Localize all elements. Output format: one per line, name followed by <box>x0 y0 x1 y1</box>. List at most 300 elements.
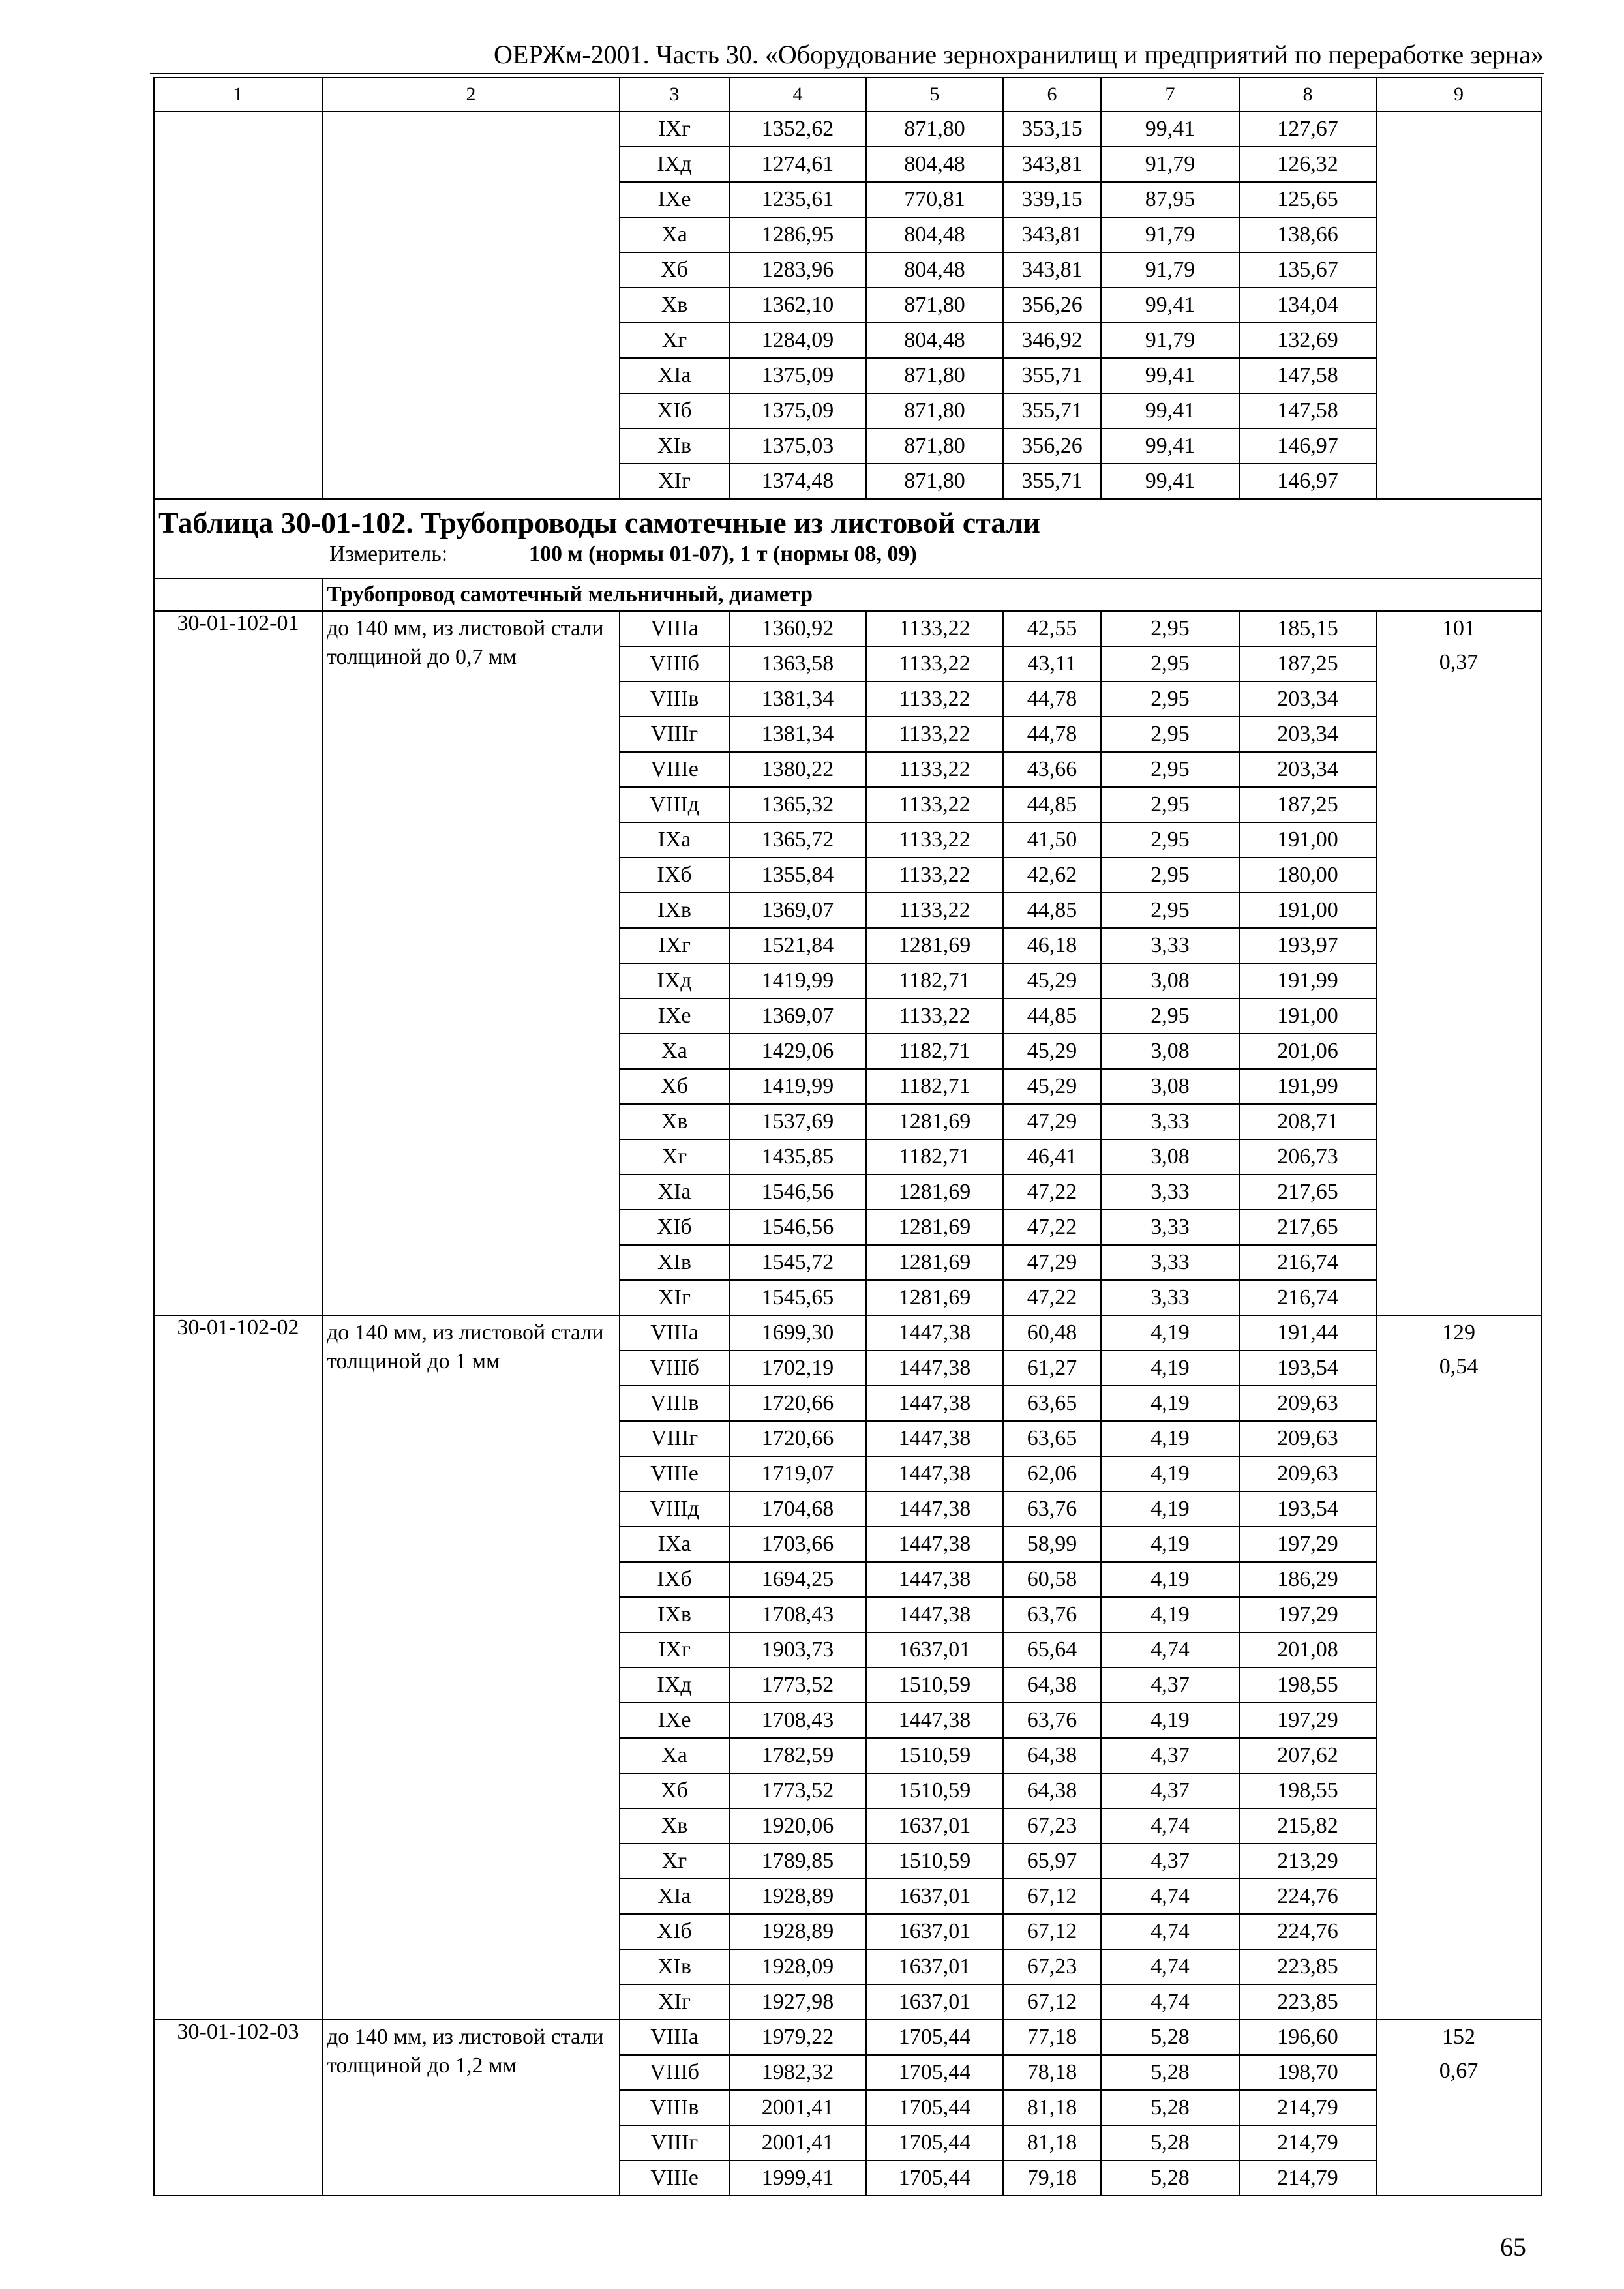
column-number: 2 <box>322 78 620 112</box>
direct-cost: 1999,41 <box>729 2161 866 2196</box>
material-cost: 127,67 <box>1239 112 1376 147</box>
material-cost: 224,76 <box>1239 1914 1376 1949</box>
material-cost: 198,70 <box>1239 2055 1376 2090</box>
table-title-cell <box>154 499 1541 578</box>
wage-cost: 339,15 <box>1003 182 1101 217</box>
table-row <box>154 2020 1541 2055</box>
machinist-wage: 2,95 <box>1101 893 1239 928</box>
equipment-cost: 1705,44 <box>866 2090 1003 2125</box>
wage-cost: 47,29 <box>1003 1245 1101 1280</box>
wage-cost: 47,22 <box>1003 1280 1101 1315</box>
direct-cost: 1369,07 <box>729 893 866 928</box>
resource-class: XIб <box>620 1914 729 1949</box>
table-body <box>154 78 1541 2196</box>
direct-cost: 1429,06 <box>729 1034 866 1069</box>
equipment-cost: 1447,38 <box>866 1597 1003 1632</box>
machinist-wage: 3,33 <box>1101 1280 1239 1315</box>
machinist-wage: 4,74 <box>1101 1984 1239 2020</box>
machinist-wage: 4,37 <box>1101 1738 1239 1773</box>
resource-class: IXа <box>620 1527 729 1562</box>
wage-cost: 343,81 <box>1003 217 1101 252</box>
resource-class: VIIIб <box>620 646 729 681</box>
resource-class: IXд <box>620 1668 729 1703</box>
machinist-wage: 2,95 <box>1101 611 1239 646</box>
resource-class: IXг <box>620 1632 729 1668</box>
direct-cost: 1537,69 <box>729 1104 866 1139</box>
machinist-wage: 3,08 <box>1101 963 1239 998</box>
machinist-wage: 4,19 <box>1101 1527 1239 1562</box>
material-cost: 209,63 <box>1239 1456 1376 1491</box>
resource-class: Xв <box>620 1808 729 1844</box>
direct-cost: 1284,09 <box>729 323 866 358</box>
equipment-cost: 1133,22 <box>866 822 1003 858</box>
equipment-cost: 1637,01 <box>866 1914 1003 1949</box>
machinist-wage: 99,41 <box>1101 112 1239 147</box>
resource-class: VIIIг <box>620 2125 729 2161</box>
material-cost: 147,58 <box>1239 393 1376 428</box>
wage-cost: 45,29 <box>1003 963 1101 998</box>
wage-cost: 63,65 <box>1003 1421 1101 1456</box>
wage-cost: 44,85 <box>1003 787 1101 822</box>
machinist-wage: 4,74 <box>1101 1879 1239 1914</box>
direct-cost: 1375,09 <box>729 393 866 428</box>
equipment-cost: 1705,44 <box>866 2161 1003 2196</box>
machinist-wage: 4,19 <box>1101 1703 1239 1738</box>
table-title-row <box>154 499 1541 578</box>
equipment-cost: 1637,01 <box>866 1984 1003 2020</box>
machinist-wage: 2,95 <box>1101 681 1239 717</box>
material-cost: 198,55 <box>1239 1773 1376 1808</box>
resource-class: Xб <box>620 252 729 288</box>
direct-cost: 1365,32 <box>729 787 866 822</box>
direct-cost: 1546,56 <box>729 1210 866 1245</box>
direct-cost: 1720,66 <box>729 1386 866 1421</box>
machinist-wage: 2,95 <box>1101 787 1239 822</box>
equipment-cost: 1510,59 <box>866 1773 1003 1808</box>
norm-description: до 140 мм, из листовой стали толщиной до 0,7 мм <box>322 611 620 1315</box>
wage-cost: 64,38 <box>1003 1738 1101 1773</box>
material-cost: 213,29 <box>1239 1844 1376 1879</box>
machinist-wage: 4,19 <box>1101 1386 1239 1421</box>
machinist-wage: 4,37 <box>1101 1668 1239 1703</box>
equipment-cost: 1447,38 <box>866 1491 1003 1527</box>
material-cost: 201,08 <box>1239 1632 1376 1668</box>
material-cost: 193,97 <box>1239 928 1376 963</box>
resource-class: XIа <box>620 1879 729 1914</box>
norm-code: 30-01-102-03 <box>154 2020 322 2196</box>
resource-class: VIIIб <box>620 1351 729 1386</box>
machinist-wage: 99,41 <box>1101 393 1239 428</box>
column-number: 8 <box>1239 78 1376 112</box>
wage-cost: 355,71 <box>1003 393 1101 428</box>
table-title: Таблица 30-01-102. Трубопроводы самотечные из листовой стали <box>158 506 1040 539</box>
direct-cost: 1782,59 <box>729 1738 866 1773</box>
wage-cost: 67,23 <box>1003 1808 1101 1844</box>
direct-cost: 1355,84 <box>729 858 866 893</box>
wage-cost: 45,29 <box>1003 1034 1101 1069</box>
machinist-wage: 99,41 <box>1101 464 1239 499</box>
wage-cost: 355,71 <box>1003 464 1101 499</box>
resource-class: Xа <box>620 1034 729 1069</box>
resource-class: VIIIг <box>620 717 729 752</box>
direct-cost: 1699,30 <box>729 1315 866 1351</box>
material-cost: 196,60 <box>1239 2020 1376 2055</box>
material-cost: 126,32 <box>1239 147 1376 182</box>
equipment-cost: 1510,59 <box>866 1844 1003 1879</box>
direct-cost: 1362,10 <box>729 288 866 323</box>
resource-class: VIIIд <box>620 787 729 822</box>
direct-cost: 1435,85 <box>729 1139 866 1174</box>
material-cost: 193,54 <box>1239 1351 1376 1386</box>
machinist-wage: 2,95 <box>1101 858 1239 893</box>
material-cost: 217,65 <box>1239 1210 1376 1245</box>
machinist-wage: 2,95 <box>1101 717 1239 752</box>
column-number: 7 <box>1101 78 1239 112</box>
wage-cost: 60,48 <box>1003 1315 1101 1351</box>
equipment-cost: 1447,38 <box>866 1703 1003 1738</box>
wage-cost: 353,15 <box>1003 112 1101 147</box>
equipment-cost: 1637,01 <box>866 1632 1003 1668</box>
resource-class: VIIIа <box>620 1315 729 1351</box>
wage-cost: 62,06 <box>1003 1456 1101 1491</box>
equipment-cost: 1705,44 <box>866 2125 1003 2161</box>
equipment-cost: 1510,59 <box>866 1738 1003 1773</box>
direct-cost: 1419,99 <box>729 1069 866 1104</box>
machinist-wage: 5,28 <box>1101 2125 1239 2161</box>
wage-cost: 79,18 <box>1003 2161 1101 2196</box>
column-number: 1 <box>154 78 322 112</box>
wage-cost: 81,18 <box>1003 2125 1101 2161</box>
resource-class: IXе <box>620 1703 729 1738</box>
equipment-cost: 871,80 <box>866 358 1003 393</box>
equipment-cost: 1447,38 <box>866 1386 1003 1421</box>
material-cost: 185,15 <box>1239 611 1376 646</box>
equipment-mass-per-unit: 0,37 <box>1439 650 1479 674</box>
page-number: 65 <box>1500 2232 1526 2262</box>
wage-cost: 64,38 <box>1003 1668 1101 1703</box>
resource-class: IXв <box>620 893 729 928</box>
direct-cost: 1365,72 <box>729 822 866 858</box>
machinist-wage: 5,28 <box>1101 2055 1239 2090</box>
direct-cost: 1982,32 <box>729 2055 866 2090</box>
resource-class: XIб <box>620 1210 729 1245</box>
material-cost: 191,00 <box>1239 822 1376 858</box>
material-cost: 214,79 <box>1239 2161 1376 2196</box>
resource-class: XIв <box>620 1949 729 1984</box>
direct-cost: 1789,85 <box>729 1844 866 1879</box>
resource-class: XIб <box>620 393 729 428</box>
resource-class: IXг <box>620 112 729 147</box>
table-row <box>154 1315 1541 1351</box>
meter-line <box>158 541 1537 567</box>
equipment-mass: 101 <box>1442 616 1475 640</box>
direct-cost: 1360,92 <box>729 611 866 646</box>
direct-cost: 1773,52 <box>729 1668 866 1703</box>
machinist-wage: 91,79 <box>1101 147 1239 182</box>
equipment-cost: 1182,71 <box>866 1139 1003 1174</box>
direct-cost: 1363,58 <box>729 646 866 681</box>
wage-cost: 47,29 <box>1003 1104 1101 1139</box>
machinist-wage: 3,08 <box>1101 1034 1239 1069</box>
equipment-cost: 1447,38 <box>866 1562 1003 1597</box>
direct-cost: 1720,66 <box>729 1421 866 1456</box>
equipment-cost: 1133,22 <box>866 611 1003 646</box>
material-cost: 132,69 <box>1239 323 1376 358</box>
direct-cost: 1719,07 <box>729 1456 866 1491</box>
wage-cost: 77,18 <box>1003 2020 1101 2055</box>
machinist-wage: 4,74 <box>1101 1808 1239 1844</box>
direct-cost: 1928,89 <box>729 1914 866 1949</box>
equipment-cost: 871,80 <box>866 393 1003 428</box>
header-rule <box>150 73 1544 74</box>
resource-class: XIв <box>620 1245 729 1280</box>
equipment-cost: 1281,69 <box>866 928 1003 963</box>
resource-class: VIIIе <box>620 2161 729 2196</box>
resource-class: IXе <box>620 182 729 217</box>
mass-cell <box>1376 611 1541 1315</box>
direct-cost: 1979,22 <box>729 2020 866 2055</box>
wage-cost: 44,85 <box>1003 893 1101 928</box>
equipment-cost: 1182,71 <box>866 963 1003 998</box>
wage-cost: 64,38 <box>1003 1773 1101 1808</box>
direct-cost: 1380,22 <box>729 752 866 787</box>
direct-cost: 1928,89 <box>729 1879 866 1914</box>
equipment-cost: 871,80 <box>866 464 1003 499</box>
resource-class: IXд <box>620 963 729 998</box>
direct-cost: 1694,25 <box>729 1562 866 1597</box>
mass-cell <box>1376 2020 1541 2196</box>
resource-class: Xа <box>620 217 729 252</box>
material-cost: 197,29 <box>1239 1527 1376 1562</box>
wage-cost: 47,22 <box>1003 1174 1101 1210</box>
equipment-cost: 1281,69 <box>866 1210 1003 1245</box>
machinist-wage: 99,41 <box>1101 358 1239 393</box>
material-cost: 203,34 <box>1239 681 1376 717</box>
wage-cost: 67,12 <box>1003 1879 1101 1914</box>
material-cost: 125,65 <box>1239 182 1376 217</box>
material-cost: 187,25 <box>1239 646 1376 681</box>
resource-class: XIа <box>620 358 729 393</box>
equipment-cost: 1133,22 <box>866 858 1003 893</box>
equipment-cost: 871,80 <box>866 112 1003 147</box>
direct-cost: 1928,09 <box>729 1949 866 1984</box>
norm-description: до 140 мм, из листовой стали толщиной до 1,2 мм <box>322 2020 620 2196</box>
material-cost: 207,62 <box>1239 1738 1376 1773</box>
equipment-cost: 1447,38 <box>866 1315 1003 1351</box>
machinist-wage: 99,41 <box>1101 288 1239 323</box>
equipment-cost: 871,80 <box>866 288 1003 323</box>
direct-cost: 1708,43 <box>729 1703 866 1738</box>
machinist-wage: 4,19 <box>1101 1456 1239 1491</box>
machinist-wage: 3,08 <box>1101 1069 1239 1104</box>
equipment-cost: 770,81 <box>866 182 1003 217</box>
table-row <box>154 611 1541 646</box>
direct-cost: 1381,34 <box>729 681 866 717</box>
material-cost: 191,44 <box>1239 1315 1376 1351</box>
equipment-cost: 804,48 <box>866 147 1003 182</box>
material-cost: 193,54 <box>1239 1491 1376 1527</box>
direct-cost: 1927,98 <box>729 1984 866 2020</box>
equipment-mass-per-unit: 0,54 <box>1439 1354 1479 1379</box>
material-cost: 223,85 <box>1239 1949 1376 1984</box>
direct-cost: 2001,41 <box>729 2125 866 2161</box>
wage-cost: 346,92 <box>1003 323 1101 358</box>
resource-class: Xб <box>620 1773 729 1808</box>
equipment-cost: 1133,22 <box>866 787 1003 822</box>
wage-cost: 43,66 <box>1003 752 1101 787</box>
material-cost: 197,29 <box>1239 1703 1376 1738</box>
machinist-wage: 4,19 <box>1101 1491 1239 1527</box>
resource-class: VIIIв <box>620 681 729 717</box>
direct-cost: 1773,52 <box>729 1773 866 1808</box>
material-cost: 191,99 <box>1239 1069 1376 1104</box>
wage-cost: 67,23 <box>1003 1949 1101 1984</box>
equipment-cost: 1182,71 <box>866 1034 1003 1069</box>
machinist-wage: 2,95 <box>1101 998 1239 1034</box>
equipment-cost: 1133,22 <box>866 681 1003 717</box>
norm-code: 30-01-102-01 <box>154 611 322 1315</box>
machinist-wage: 4,74 <box>1101 1914 1239 1949</box>
material-cost: 214,79 <box>1239 2125 1376 2161</box>
resource-class: Xа <box>620 1738 729 1773</box>
resource-class: VIIIа <box>620 611 729 646</box>
direct-cost: 1545,65 <box>729 1280 866 1315</box>
wage-cost: 65,97 <box>1003 1844 1101 1879</box>
resource-class: Xг <box>620 1139 729 1174</box>
wage-cost: 81,18 <box>1003 2090 1101 2125</box>
material-cost: 191,99 <box>1239 963 1376 998</box>
resource-class: IXа <box>620 822 729 858</box>
equipment-cost: 1447,38 <box>866 1351 1003 1386</box>
direct-cost: 1521,84 <box>729 928 866 963</box>
direct-cost: 1235,61 <box>729 182 866 217</box>
machinist-wage: 3,33 <box>1101 1245 1239 1280</box>
material-cost: 138,66 <box>1239 217 1376 252</box>
mass-cell <box>1376 1315 1541 2020</box>
material-cost: 209,63 <box>1239 1421 1376 1456</box>
resource-class: VIIIе <box>620 1456 729 1491</box>
machinist-wage: 3,33 <box>1101 1104 1239 1139</box>
material-cost: 203,34 <box>1239 752 1376 787</box>
wage-cost: 356,26 <box>1003 428 1101 464</box>
equipment-cost: 1637,01 <box>866 1879 1003 1914</box>
direct-cost: 1375,03 <box>729 428 866 464</box>
material-cost: 191,00 <box>1239 893 1376 928</box>
machinist-wage: 4,19 <box>1101 1315 1239 1351</box>
equipment-cost: 1705,44 <box>866 2020 1003 2055</box>
resource-class: VIIIб <box>620 2055 729 2090</box>
machinist-wage: 2,95 <box>1101 752 1239 787</box>
machinist-wage: 2,95 <box>1101 822 1239 858</box>
resource-class: VIIIд <box>620 1491 729 1527</box>
material-cost: 224,76 <box>1239 1879 1376 1914</box>
resource-class: VIIIа <box>620 2020 729 2055</box>
direct-cost: 1274,61 <box>729 147 866 182</box>
machinist-wage: 91,79 <box>1101 252 1239 288</box>
wage-cost: 61,27 <box>1003 1351 1101 1386</box>
resource-class: IXв <box>620 1597 729 1632</box>
machinist-wage: 3,33 <box>1101 1174 1239 1210</box>
direct-cost: 1286,95 <box>729 217 866 252</box>
material-cost: 209,63 <box>1239 1386 1376 1421</box>
wage-cost: 355,71 <box>1003 358 1101 393</box>
meter-value: 100 м (нормы 01-07), 1 т (нормы 08, 09) <box>529 542 917 566</box>
material-cost: 187,25 <box>1239 787 1376 822</box>
direct-cost: 1546,56 <box>729 1174 866 1210</box>
resource-class: IXд <box>620 147 729 182</box>
equipment-mass: 152 <box>1442 2025 1475 2049</box>
table-row <box>154 112 1541 147</box>
wage-cost: 45,29 <box>1003 1069 1101 1104</box>
material-cost: 197,29 <box>1239 1597 1376 1632</box>
machinist-wage: 3,33 <box>1101 928 1239 963</box>
material-cost: 216,74 <box>1239 1245 1376 1280</box>
material-cost: 146,97 <box>1239 464 1376 499</box>
wage-cost: 343,81 <box>1003 147 1101 182</box>
wage-cost: 47,22 <box>1003 1210 1101 1245</box>
direct-cost: 1903,73 <box>729 1632 866 1668</box>
equipment-cost: 804,48 <box>866 217 1003 252</box>
wage-cost: 78,18 <box>1003 2055 1101 2090</box>
resource-class: Xг <box>620 1844 729 1879</box>
column-number: 9 <box>1376 78 1541 112</box>
resource-class: VIIIв <box>620 2090 729 2125</box>
direct-cost: 1920,06 <box>729 1808 866 1844</box>
resource-class: Xв <box>620 1104 729 1139</box>
equipment-cost: 1281,69 <box>866 1174 1003 1210</box>
material-cost: 217,65 <box>1239 1174 1376 1210</box>
resource-class: XIв <box>620 428 729 464</box>
resource-class: Xв <box>620 288 729 323</box>
equipment-mass-per-unit: 0,67 <box>1439 2059 1479 2083</box>
wage-cost: 44,78 <box>1003 717 1101 752</box>
equipment-cost: 804,48 <box>866 252 1003 288</box>
equipment-cost: 1281,69 <box>866 1280 1003 1315</box>
wage-cost: 46,41 <box>1003 1139 1101 1174</box>
group-title-spacer <box>154 578 322 611</box>
machinist-wage: 4,37 <box>1101 1844 1239 1879</box>
resource-class: IXг <box>620 928 729 963</box>
wage-cost: 63,65 <box>1003 1386 1101 1421</box>
equipment-cost: 1637,01 <box>866 1949 1003 1984</box>
wage-cost: 46,18 <box>1003 928 1101 963</box>
material-cost: 134,04 <box>1239 288 1376 323</box>
machinist-wage: 2,95 <box>1101 646 1239 681</box>
mass-cell-empty <box>1376 112 1541 499</box>
machinist-wage: 3,33 <box>1101 1210 1239 1245</box>
equipment-cost: 1133,22 <box>866 893 1003 928</box>
material-cost: 198,55 <box>1239 1668 1376 1703</box>
wage-cost: 42,62 <box>1003 858 1101 893</box>
wage-cost: 58,99 <box>1003 1527 1101 1562</box>
direct-cost: 1545,72 <box>729 1245 866 1280</box>
direct-cost: 1375,09 <box>729 358 866 393</box>
wage-cost: 44,85 <box>1003 998 1101 1034</box>
equipment-cost: 1637,01 <box>866 1808 1003 1844</box>
machinist-wage: 4,37 <box>1101 1773 1239 1808</box>
machinist-wage: 4,19 <box>1101 1351 1239 1386</box>
group-title-row <box>154 578 1541 611</box>
material-cost: 223,85 <box>1239 1984 1376 2020</box>
machinist-wage: 5,28 <box>1101 2090 1239 2125</box>
equipment-cost: 804,48 <box>866 323 1003 358</box>
meter-label: Измеритель: <box>329 542 448 566</box>
direct-cost: 1704,68 <box>729 1491 866 1527</box>
resource-class: VIIIе <box>620 752 729 787</box>
machinist-wage: 4,74 <box>1101 1632 1239 1668</box>
material-cost: 203,34 <box>1239 717 1376 752</box>
resource-class: IXб <box>620 1562 729 1597</box>
